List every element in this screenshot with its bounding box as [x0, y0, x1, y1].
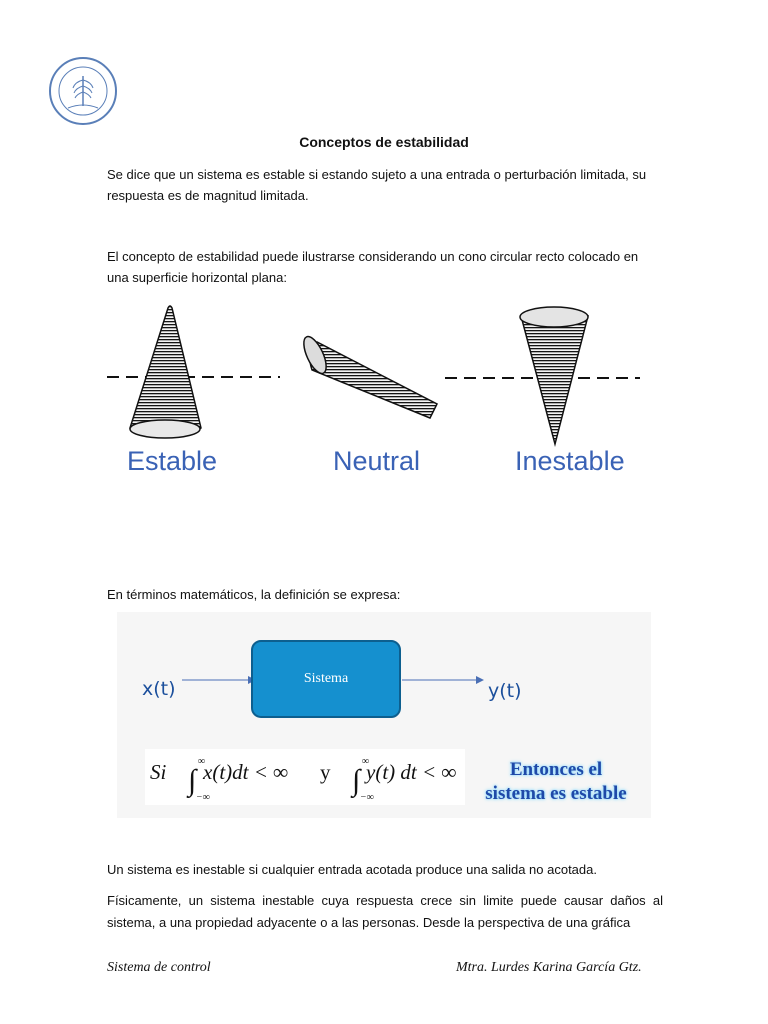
conclusion-line-2: sistema es estable [485, 783, 627, 804]
paragraph-unstable-definition: Un sistema es inestable si cualquier entrada acotada produce una salida no acotada. [107, 862, 597, 877]
system-block-label: Sistema [303, 671, 349, 686]
unstable-cone-icon [520, 307, 588, 444]
formula-conjunction: y [320, 760, 331, 784]
output-signal-label: y(t) [488, 680, 522, 702]
integral-upper-2: ∞ [362, 756, 370, 767]
integral-lower-2: −∞ [360, 792, 374, 803]
conclusion-line-1: Entonces el [509, 759, 603, 780]
footer-course: Sistema de control [107, 960, 211, 975]
integral-sign-2: ∫ [352, 764, 361, 797]
integral-sign-1: ∫ [188, 764, 197, 797]
footer-author: Mtra. Lurdes Karina García Gtz. [456, 960, 642, 975]
stability-conclusion [466, 758, 646, 806]
formula-y-integral: y(t) dt < ∞ [366, 760, 457, 784]
label-unstable: Inestable [515, 446, 625, 476]
system-block [251, 640, 401, 718]
cone-illustrations [105, 300, 650, 450]
integral-lower-1: −∞ [196, 792, 210, 803]
formula-x-integral: x(t)dt < ∞ [203, 760, 289, 784]
institution-seal-logo [48, 56, 118, 126]
paragraph-definition: Se dice que un sistema es estable si estando sujeto a una entrada o perturbación limitada, su respuesta es de magnitud limitada. [107, 167, 647, 203]
label-stable: Estable [127, 446, 218, 476]
paragraph-physical: Físicamente, un sistema inestable cuya respuesta crece sin limite puede causar daños al sistema, a una propiedad adyacente o a las personas. Desde la perspectiva de una gráfica [107, 893, 663, 930]
input-signal-label: x(t) [142, 678, 176, 700]
label-neutral: Neutral [333, 446, 421, 476]
stable-cone-icon [130, 306, 201, 438]
neutral-cone-icon [299, 333, 437, 418]
paragraph-math-intro: En términos matemáticos, la definición se expresa: [107, 587, 401, 602]
integral-upper-1: ∞ [198, 756, 206, 767]
page-title: Conceptos de estabilidad [299, 134, 469, 150]
formula-si: Si [150, 760, 167, 784]
paragraph-cone-intro: El concepto de estabilidad puede ilustrarse considerando un cono circular recto colocado en una superficie horizontal plana: [107, 249, 639, 285]
